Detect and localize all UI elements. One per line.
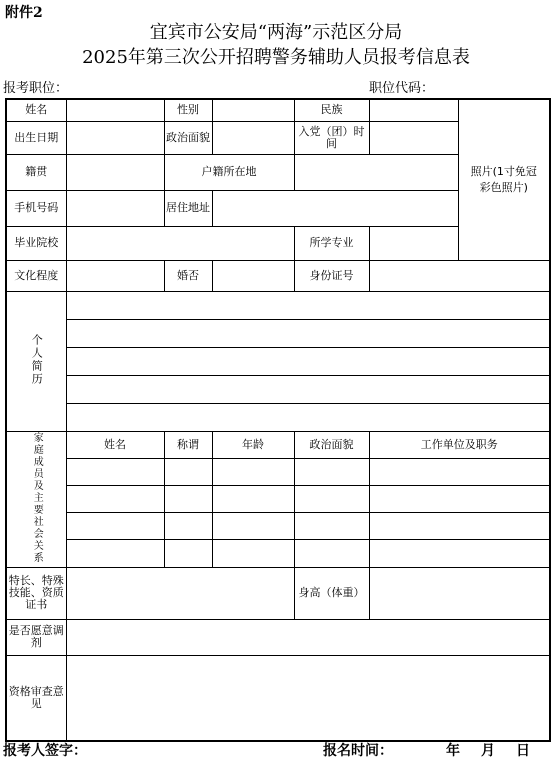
ethnicity-field[interactable] [369, 99, 458, 121]
marital-status-label: 婚否 [164, 260, 212, 291]
party-join-date-field[interactable] [369, 121, 458, 154]
family-cell[interactable] [212, 458, 294, 485]
resume-line[interactable] [66, 347, 550, 375]
photo-box[interactable] [458, 99, 550, 260]
family-cell[interactable] [164, 540, 212, 567]
page-title-line1: 宜宾市公安局“两海”示范区分局 [149, 22, 403, 43]
family-cell[interactable] [164, 513, 212, 540]
month-label: 月 [481, 743, 495, 759]
resume-line[interactable] [66, 291, 550, 319]
resume-line[interactable] [66, 375, 550, 403]
graduate-school-label: 毕业院校 [6, 226, 66, 260]
family-cell[interactable] [294, 540, 369, 567]
family-cell[interactable] [369, 485, 550, 512]
page-title-line2: 2025年第三次公开招聘警务辅助人员报考信息表 [82, 47, 470, 68]
gender-label: 性别 [164, 99, 212, 121]
adjust-field[interactable] [66, 619, 550, 655]
signature-label: 报考人签字： [3, 743, 87, 759]
marital-status-field[interactable] [212, 260, 294, 291]
ethnicity-label: 民族 [294, 99, 369, 121]
residence-field[interactable] [212, 190, 458, 226]
date-label: 报名时间： [323, 743, 393, 759]
day-label: 日 [516, 743, 530, 759]
family-cell[interactable] [212, 513, 294, 540]
education-field[interactable] [66, 260, 164, 291]
family-cell[interactable] [369, 458, 550, 485]
birth-date-field[interactable] [66, 121, 164, 154]
position-code-label: 职位代码： [369, 81, 435, 96]
family-cell[interactable] [164, 485, 212, 512]
family-col-employer: 工作单位及职务 [369, 431, 550, 458]
family-cell[interactable] [66, 458, 164, 485]
height-field[interactable] [369, 567, 550, 619]
skills-field[interactable] [66, 567, 294, 619]
residence-label: 居住地址 [164, 190, 212, 226]
birth-date-label: 出生日期 [6, 121, 66, 154]
family-cell[interactable] [212, 485, 294, 512]
family-cell[interactable] [66, 513, 164, 540]
position-label: 报考职位： [3, 81, 69, 96]
family-cell[interactable] [294, 513, 369, 540]
major-field[interactable] [369, 226, 458, 260]
resume-line[interactable] [66, 403, 550, 431]
family-cell[interactable] [369, 540, 550, 567]
gender-field[interactable] [212, 99, 294, 121]
political-status-field[interactable] [212, 121, 294, 154]
graduate-school-field[interactable] [66, 226, 294, 260]
family-cell[interactable] [66, 540, 164, 567]
political-status-label: 政治面貌 [164, 121, 212, 154]
review-label: 资格审查意见 [6, 655, 66, 741]
party-join-date-label: 入党（团）时间 [294, 121, 369, 154]
adjust-label: 是否愿意调剂 [6, 619, 66, 655]
phone-label: 手机号码 [6, 190, 66, 226]
native-place-label: 籍贯 [6, 154, 66, 190]
family-cell[interactable] [164, 458, 212, 485]
family-col-age: 年龄 [212, 431, 294, 458]
resume-label: 个人简历 [6, 291, 66, 431]
family-cell[interactable] [66, 485, 164, 512]
native-place-field[interactable] [66, 154, 164, 190]
year-label: 年 [446, 743, 460, 759]
family-cell[interactable] [369, 513, 550, 540]
height-label: 身高（体重） [294, 567, 369, 619]
family-col-relation: 称谓 [164, 431, 212, 458]
id-number-field[interactable] [369, 260, 550, 291]
education-label: 文化程度 [6, 260, 66, 291]
family-cell[interactable] [294, 485, 369, 512]
name-label: 姓名 [6, 99, 66, 121]
resume-line[interactable] [66, 319, 550, 347]
household-location-label: 户籍所在地 [164, 154, 294, 190]
family-col-political: 政治面貌 [294, 431, 369, 458]
household-location-field[interactable] [294, 154, 458, 190]
photo-label: 照片(1寸免冠彩色照片) [470, 164, 537, 194]
info-form-table [5, 98, 551, 742]
family-cell[interactable] [294, 458, 369, 485]
family-cell[interactable] [212, 540, 294, 567]
family-label: 家庭成员及主要社会关系 [6, 431, 66, 567]
skills-label: 特长、特殊技能、资质证书 [6, 567, 66, 619]
major-label: 所学专业 [294, 226, 369, 260]
attachment-label: 附件2 [5, 5, 43, 21]
id-number-label: 身份证号 [294, 260, 369, 291]
name-field[interactable] [66, 99, 164, 121]
family-col-name: 姓名 [66, 431, 164, 458]
review-field[interactable] [66, 655, 550, 741]
phone-field[interactable] [66, 190, 164, 226]
